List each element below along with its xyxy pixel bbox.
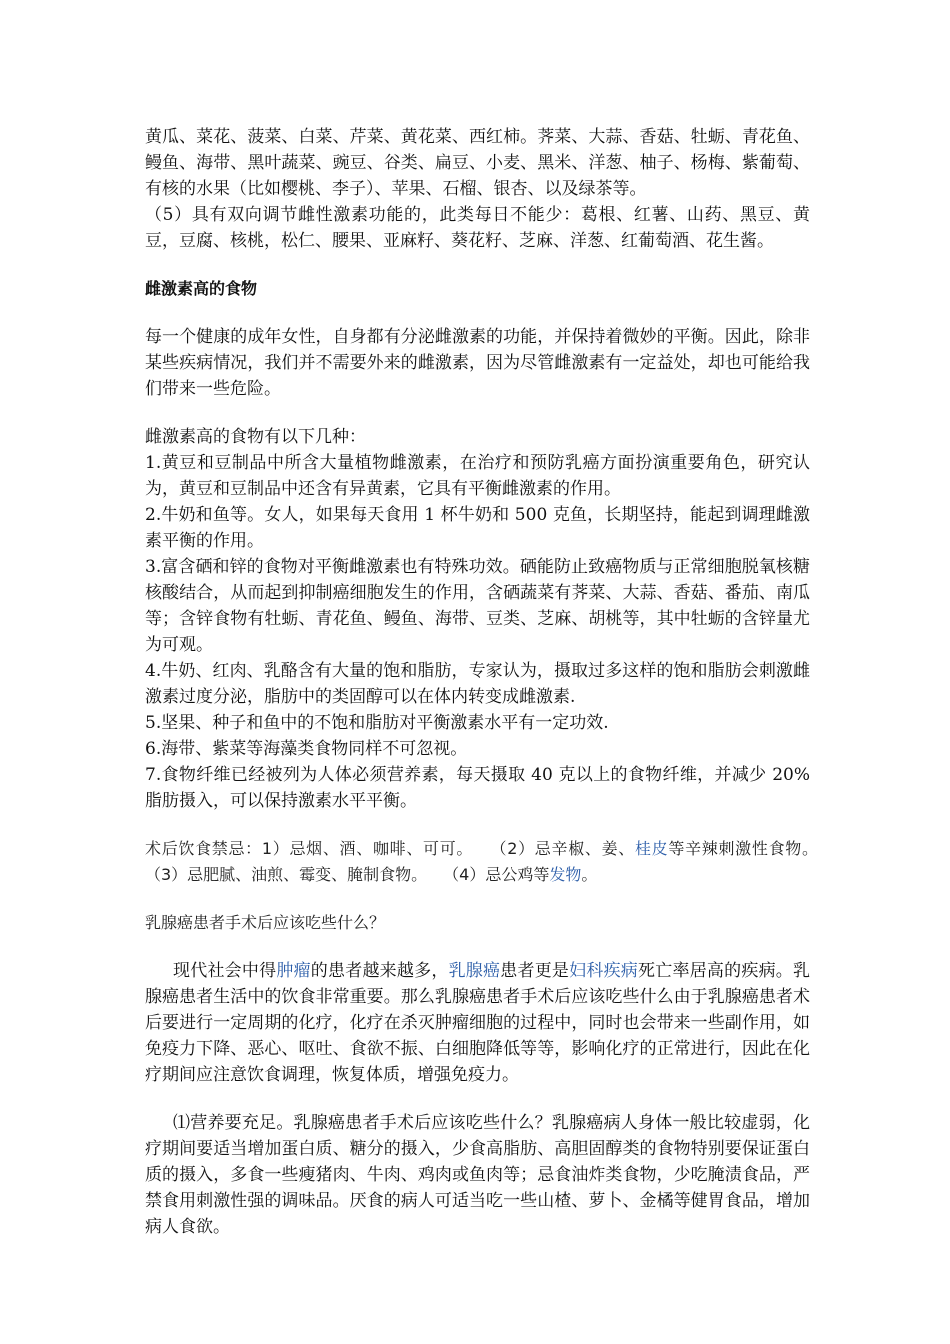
list-item: 1.黄豆和豆制品中所含大量植物雌激素，在治疗和预防乳癌方面扮演重要角色，研究认为，黄豆和豆制品中还含有异黄素，它具有平衡雌激素的作用。 bbox=[145, 453, 810, 499]
section-heading: 雌激素高的食物 bbox=[145, 279, 258, 298]
document-body bbox=[145, 124, 842, 1240]
paragraph-modern-society: 现代社会中得肿瘤的患者越来越多，乳腺癌患者更是妇科疾病死亡率居高的疾病。乳腺癌患者生活中的饮食非常重要。那么乳腺癌患者手术后应该吃些什么由于乳腺癌患者术后要进行一定周期的化疗，化疗在杀灭肿瘤细胞的过程中，同时也会带来一些副作用，如免疫力下降、恶心、呕吐、食欲不振、白细胞降低等等，影响化疗的正常进行，因此在化疗期间应注意饮食调理，恢复体质，增强免疫力。 bbox=[145, 961, 811, 1085]
list-item: 5.坚果、种子和鱼中的不饱和脂肪对平衡激素水平有一定功效. bbox=[145, 713, 609, 733]
list-item: 7.食物纤维已经被列为人体必须营养素，每天摄取 40 克以上的食物纤维，并减少 20%脂肪摄入，可以保持激素水平平衡。 bbox=[145, 765, 810, 811]
paragraph-foods-list: 黄瓜、菜花、菠菜、白菜、芹菜、黄花菜、西红柿。荠菜、大蒜、香菇、牡蛎、青花鱼、鳗鱼、海带、黑叶蔬菜、豌豆、谷类、扁豆、小麦、黑米、洋葱、柚子、杨梅、紫葡萄、有核的水果（比如樱桃、李子）、苹果、石榴、银杏、以及绿茶等。 bbox=[145, 127, 810, 199]
list-item: 3.富含硒和锌的食物对平衡雌激素也有特殊功效。硒能防止致癌物质与正常细胞脱氧核糖核酸结合，从而起到抑制癌细胞发生的作用，含硒蔬菜有荠菜、大蒜、香菇、番茄、南瓜等；含锌食物有牡蛎、青花鱼、鳗鱼、海带、豆类、芝麻、胡桃等，其中牡蛎的含锌量尤为可观。 bbox=[145, 557, 810, 655]
link-breast-cancer[interactable]: 乳腺癌 bbox=[448, 961, 501, 981]
list-item: 2.牛奶和鱼等。女人，如果每天食用 1 杯牛奶和 500 克鱼，长期坚持，能起到调理雌激素平衡的作用。 bbox=[145, 505, 810, 551]
link-guipi[interactable]: 桂皮 bbox=[634, 839, 669, 858]
link-gynecology[interactable]: 妇科疾病 bbox=[569, 961, 639, 981]
list-intro: 雌激素高的食物有以下几种： bbox=[145, 427, 366, 447]
paragraph-bidirectional: （5）具有双向调节雌性激素功能的，此类每日不能少：葛根、红薯、山药、黑豆、黄豆，豆腐、核桃，松仁、腰果、亚麻籽、葵花籽、芝麻、洋葱、红葡萄酒、花生酱。 bbox=[145, 205, 810, 251]
paragraph-taboo: 术后饮食禁忌：1）忌烟、酒、咖啡、可可。 （2）忌辛椒、姜、桂皮等辛辣刺激性食物。 （3）忌肥腻、油煎、霉变、腌制食物。 （4）忌公鸡等发物。 bbox=[145, 839, 842, 884]
list-item: 6.海带、紫菜等海藻类食物同样不可忽视。 bbox=[145, 739, 468, 759]
link-tumor[interactable]: 肿瘤 bbox=[276, 961, 311, 981]
link-fawu[interactable]: 发物 bbox=[549, 865, 582, 884]
question-heading: 乳腺癌患者手术后应该吃些什么？ bbox=[145, 913, 386, 932]
list-item: 4.牛奶、红肉、乳酪含有大量的饱和脂肪，专家认为，摄取过多这样的饱和脂肪会刺激雌激素过度分泌，脂肪中的类固醇可以在体内转变成雌激素. bbox=[145, 661, 810, 707]
paragraph-nutrition: ⑴营养要充足。乳腺癌患者手术后应该吃些什么？乳腺癌病人身体一般比较虚弱，化疗期间要适当增加蛋白质、糖分的摄入，少食高脂肪、高胆固醇类的食物特别要保证蛋白质的摄入，多食一些瘦猪肉、牛肉、鸡肉或鱼肉等；忌食油炸类食物，少吃腌渍食品，严禁食用刺激性强的调味品。厌食的病人可适当吃一些山楂、萝卜、金橘等健胃食品，增加病人食欲。 bbox=[145, 1113, 810, 1237]
paragraph-intro: 每一个健康的成年女性，自身都有分泌雌激素的功能，并保持着微妙的平衡。因此，除非某些疾病情况，我们并不需要外来的雌激素，因为尽管雌激素有一定益处，却也可能给我们带来一些危险。 bbox=[145, 327, 810, 399]
